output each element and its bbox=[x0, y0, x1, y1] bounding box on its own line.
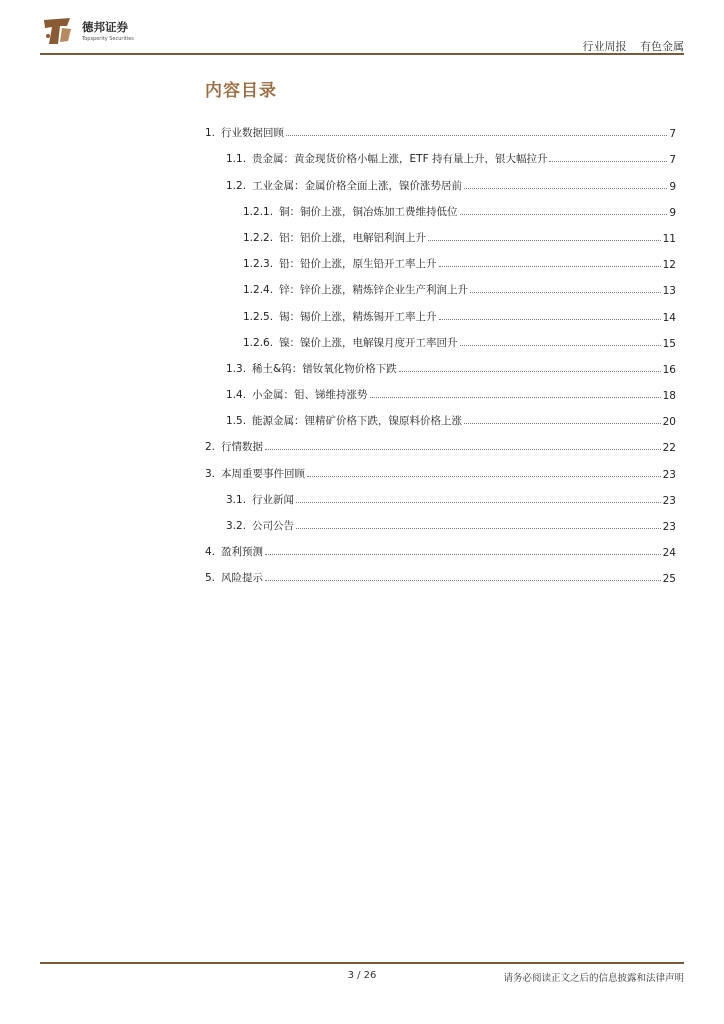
toc-entry-text: 贵金属：黄金现货价格小幅上涨，ETF 持有量上升，银大幅拉升 bbox=[252, 153, 548, 166]
toc-entry-text: 小金属：钼、锑维持涨势 bbox=[252, 389, 368, 402]
toc-entry-page: 13 bbox=[662, 285, 676, 298]
toc-entry-text: 风险提示 bbox=[221, 572, 264, 585]
toc-entry[interactable] bbox=[205, 324, 676, 350]
toc-entry-text: 工业金属：金属价格全面上涨，镍价涨势居前 bbox=[252, 179, 463, 192]
toc-entry-page: 23 bbox=[662, 494, 676, 507]
toc-entry-text: 铜：铜价上涨，铜冶炼加工费维持低位 bbox=[279, 205, 458, 218]
toc-entry-number: 3.2. bbox=[226, 520, 247, 532]
toc-entry-number: 2. bbox=[205, 441, 216, 454]
toc-entry-text: 铝：铝价上涨，电解铝利润上升 bbox=[279, 231, 427, 244]
toc-entry-text: 铅：铅价上涨，原生铅开工率上升 bbox=[279, 258, 437, 271]
toc-entry-text: 锡：锡价上涨，精炼锡开工率上升 bbox=[279, 310, 437, 323]
toc-leader-dots bbox=[460, 214, 668, 215]
toc-leader-dots bbox=[286, 135, 667, 136]
footer-disclaimer: 请务必阅读正文之后的信息披露和法律声明 bbox=[503, 973, 684, 984]
toc-entry-number: 3. bbox=[205, 467, 216, 480]
toc-entry-page: 20 bbox=[662, 416, 676, 429]
toc-entry-page: 15 bbox=[662, 337, 676, 350]
toc-entry[interactable] bbox=[205, 428, 676, 454]
toc-entry-page: 7 bbox=[669, 128, 676, 141]
toc-leader-dots bbox=[439, 319, 661, 320]
footer-divider bbox=[40, 962, 684, 964]
toc-entry[interactable] bbox=[205, 114, 676, 140]
toc-entry-text: 行业数据回顾 bbox=[221, 127, 285, 140]
toc-entry-page: 22 bbox=[662, 442, 676, 455]
toc-entry[interactable] bbox=[205, 454, 676, 480]
toc-entry-text: 稀土&钨：镨钕氧化物价格下跌 bbox=[252, 362, 397, 375]
toc-leader-dots bbox=[399, 371, 661, 372]
toc-entry-number: 1.5. bbox=[226, 415, 247, 428]
toc-leader-dots bbox=[296, 528, 661, 529]
toc-entry-page: 16 bbox=[662, 363, 676, 376]
page-indicator: 3 / 26 bbox=[347, 970, 377, 981]
logo-subtitle: Topsperity Securities bbox=[82, 36, 134, 42]
toc-entry[interactable] bbox=[205, 402, 676, 428]
toc-entry-number: 1.2.6. bbox=[243, 336, 274, 349]
toc-entry-number: 1.2. bbox=[226, 179, 247, 192]
header-divider bbox=[40, 53, 684, 55]
toc-leader-dots bbox=[265, 449, 661, 450]
toc-leader-dots bbox=[265, 554, 661, 555]
toc-leader-dots bbox=[439, 266, 661, 267]
toc-entry-page: 18 bbox=[662, 390, 676, 403]
toc-entry-text: 行业新闻 bbox=[252, 493, 295, 506]
toc-entry[interactable] bbox=[205, 350, 676, 376]
toc-leader-dots bbox=[464, 423, 661, 424]
toc-leader-dots bbox=[265, 580, 661, 581]
toc-entry[interactable] bbox=[205, 245, 676, 271]
toc-entry-text: 能源金属：锂精矿价格下跌，镍原料价格上涨 bbox=[252, 415, 463, 428]
toc-entry-page: 12 bbox=[662, 259, 676, 272]
toc-entry-page: 11 bbox=[662, 232, 676, 245]
toc-entry-number: 1.2.4. bbox=[243, 284, 274, 297]
toc-entry-page: 23 bbox=[662, 521, 676, 533]
toc-entry-number: 1.1. bbox=[226, 153, 247, 166]
toc-leader-dots bbox=[370, 397, 661, 398]
toc-entry-page: 9 bbox=[669, 180, 676, 193]
table-of-contents bbox=[205, 114, 676, 585]
toc-entry[interactable] bbox=[205, 376, 676, 402]
toc-entry[interactable] bbox=[205, 533, 676, 559]
toc-entry-page: 25 bbox=[662, 573, 676, 586]
toc-entry-page: 9 bbox=[669, 206, 676, 219]
logo-name: 德邦证券 bbox=[82, 20, 128, 34]
toc-entry-number: 5. bbox=[205, 572, 216, 585]
toc-entry-number: 1.4. bbox=[226, 389, 247, 402]
toc-entry[interactable] bbox=[205, 140, 676, 166]
toc-entry[interactable] bbox=[205, 166, 676, 192]
toc-leader-dots bbox=[464, 188, 667, 189]
toc-entry-text: 本周重要事件回顾 bbox=[221, 467, 306, 480]
toc-entry[interactable] bbox=[205, 219, 676, 245]
toc-entry-text: 公司公告 bbox=[252, 520, 295, 532]
toc-entry[interactable] bbox=[205, 297, 676, 323]
toc-entry-number: 1.2.1. bbox=[243, 205, 274, 218]
toc-entry[interactable] bbox=[205, 481, 676, 507]
toc-leader-dots bbox=[470, 292, 661, 293]
toc-entry-text: 镍：镍价上涨，电解镍月度开工率回升 bbox=[279, 336, 458, 349]
header-tags bbox=[573, 38, 685, 54]
toc-leader-dots bbox=[428, 240, 661, 241]
toc-entry-text: 行情数据 bbox=[221, 441, 264, 454]
toc-entry-text: 锌：锌价上涨，精炼锌企业生产利润上升 bbox=[279, 284, 469, 297]
toc-entry-page: 14 bbox=[662, 311, 676, 324]
toc-entry[interactable] bbox=[205, 193, 676, 219]
toc-entry-number: 1.3. bbox=[226, 362, 247, 375]
toc-entry-number: 1. bbox=[205, 127, 216, 140]
report-type: 行业周报 bbox=[582, 40, 627, 53]
toc-entry[interactable] bbox=[205, 559, 676, 585]
toc-leader-dots bbox=[296, 502, 661, 503]
logo-mark-icon bbox=[40, 14, 76, 48]
toc-entry[interactable] bbox=[205, 271, 676, 297]
toc-entry-page: 23 bbox=[662, 468, 676, 481]
toc-title: 内容目录 bbox=[205, 81, 277, 101]
toc-entry-number: 1.2.5. bbox=[243, 310, 274, 323]
toc-leader-dots bbox=[549, 161, 667, 162]
toc-entry-page: 7 bbox=[669, 154, 676, 167]
toc-leader-dots bbox=[307, 476, 661, 477]
toc-entry[interactable] bbox=[205, 507, 676, 533]
toc-leader-dots bbox=[460, 345, 661, 346]
toc-entry-number: 4. bbox=[205, 546, 216, 559]
sector-name: 有色金属 bbox=[640, 40, 684, 53]
toc-entry-text: 盈利预测 bbox=[221, 546, 264, 559]
company-logo bbox=[40, 14, 140, 48]
toc-entry-number: 1.2.3. bbox=[243, 258, 274, 271]
toc-entry-number: 1.2.2. bbox=[243, 231, 274, 244]
toc-entry-number: 3.1. bbox=[226, 493, 247, 506]
toc-entry-page: 24 bbox=[662, 547, 676, 560]
